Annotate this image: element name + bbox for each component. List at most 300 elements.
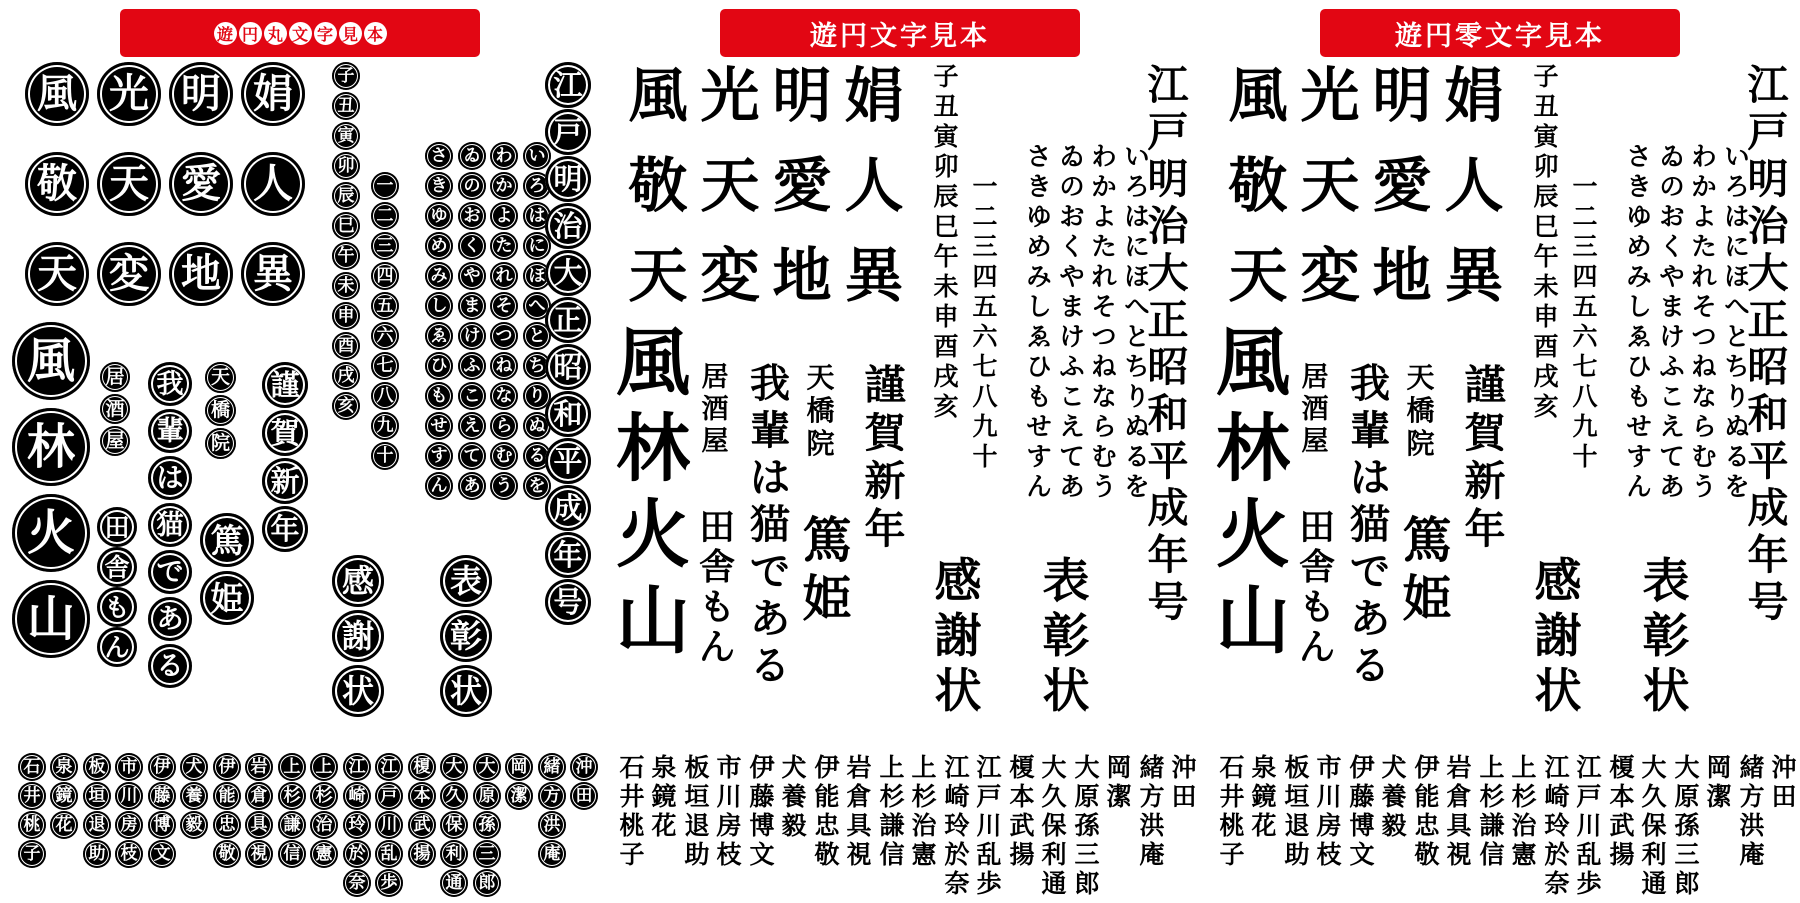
kansha-char: 状 xyxy=(332,665,384,717)
inaka-char: 舎 xyxy=(97,547,137,587)
era-char: 号 xyxy=(1747,577,1789,626)
kana-char: め xyxy=(425,232,453,260)
kana-char: こ xyxy=(1659,381,1685,411)
name-char: 忠 xyxy=(213,811,241,839)
kana-char: お xyxy=(1659,201,1685,231)
izakaya-char: 酒 xyxy=(701,393,729,425)
atsuhime-char: 篤 xyxy=(1402,510,1452,569)
kana-char: て xyxy=(1659,441,1685,471)
kana-char: あ xyxy=(458,472,486,500)
name-char: 歩 xyxy=(1576,868,1602,898)
big-grid-char: 天 xyxy=(700,150,760,220)
big-grid-char: 敬 xyxy=(628,150,688,220)
kana-char: か xyxy=(1691,171,1717,201)
name-char: 榎 xyxy=(408,753,436,781)
era-char: 成 xyxy=(1147,483,1189,532)
kana-char: へ xyxy=(1724,291,1750,321)
zodiac-char: 戌 xyxy=(1533,361,1559,391)
kana-char: い xyxy=(1724,141,1750,171)
zodiac-char: 戌 xyxy=(332,362,360,390)
era-char: 大 xyxy=(1747,248,1789,297)
name-char: 久 xyxy=(1041,781,1067,811)
name-char: 枝 xyxy=(115,840,143,868)
name-char: 毅 xyxy=(1381,810,1407,840)
name-char: 原 xyxy=(1674,781,1700,811)
tenmon-char: 天 xyxy=(205,362,236,393)
name-char: 崎 xyxy=(1544,781,1570,811)
kana-char: な xyxy=(1091,381,1117,411)
name-char: 通 xyxy=(1041,868,1067,898)
name-char: 憲 xyxy=(911,839,937,869)
name-char: 信 xyxy=(278,840,306,868)
era-char: 和 xyxy=(545,391,591,437)
kinga-char: 新 xyxy=(1464,456,1506,505)
name-char: 憲 xyxy=(1511,839,1537,869)
era-char: 正 xyxy=(1147,295,1189,344)
numeral-char: 六 xyxy=(972,321,998,351)
kana-char: す xyxy=(1626,441,1652,471)
wagahai-char: る xyxy=(1350,642,1390,689)
title-char: 文 xyxy=(289,22,312,45)
name-char: 三 xyxy=(473,840,501,868)
name-char: 乱 xyxy=(976,839,1002,869)
kana-char: え xyxy=(1059,411,1085,441)
zodiac-char: 卯 xyxy=(933,151,959,181)
kinga-char: 年 xyxy=(864,504,906,553)
kana-char: ひ xyxy=(425,352,453,380)
hyosho-char: 彰 xyxy=(1042,608,1090,664)
kana-char: は xyxy=(1724,201,1750,231)
name-char: 枝 xyxy=(1316,839,1342,869)
zodiac-char: 巳 xyxy=(332,212,360,240)
kana-char: も xyxy=(1626,381,1652,411)
numeral-char: 三 xyxy=(1572,231,1598,261)
name-char: 武 xyxy=(1009,810,1035,840)
kana-char: み xyxy=(1626,261,1652,291)
name-char: 原 xyxy=(1074,781,1100,811)
kana-char: ね xyxy=(1691,351,1717,381)
name-char: 大 xyxy=(473,753,501,781)
big-grid-char: 光 xyxy=(97,62,161,126)
kana-char: て xyxy=(1059,441,1085,471)
big-grid-char: 風 xyxy=(628,60,688,130)
atsuhime-char: 篤 xyxy=(200,513,254,567)
name-char: 洪 xyxy=(1739,810,1765,840)
kinga-char: 年 xyxy=(1464,504,1506,553)
numeral-char: 四 xyxy=(1572,261,1598,291)
name-char: 川 xyxy=(1316,781,1342,811)
era-char: 大 xyxy=(1147,248,1189,297)
name-char: 市 xyxy=(716,752,742,782)
numeral-char: 二 xyxy=(972,201,998,231)
kana-char: す xyxy=(1026,441,1052,471)
kana-char: ぬ xyxy=(1124,411,1150,441)
zodiac-char: 丑 xyxy=(933,91,959,121)
zodiac-char: 子 xyxy=(933,61,959,91)
name-char: 能 xyxy=(213,782,241,810)
kana-char: に xyxy=(523,232,551,260)
kana-char: ろ xyxy=(1124,171,1150,201)
furin-char: 林 xyxy=(616,406,690,492)
big-grid-char: 愛 xyxy=(1372,150,1432,220)
kana-char: ち xyxy=(1724,351,1750,381)
name-char: 倉 xyxy=(1446,781,1472,811)
name-char: 謙 xyxy=(278,811,306,839)
furin-char: 林 xyxy=(12,408,90,486)
name-char: 庵 xyxy=(538,840,566,868)
name-char: 田 xyxy=(570,782,598,810)
kana-char: ふ xyxy=(458,352,486,380)
kana-char: わ xyxy=(490,142,518,170)
big-grid-char: 愛 xyxy=(169,152,233,216)
zodiac-char: 酉 xyxy=(332,332,360,360)
tenmon-char: 天 xyxy=(806,360,835,394)
name-char: 江 xyxy=(1576,752,1602,782)
hyosho-char: 表 xyxy=(1042,553,1090,609)
inaka-char: ん xyxy=(97,627,137,667)
kana-char: み xyxy=(425,262,453,290)
big-grid-char: 光 xyxy=(700,60,760,130)
name-char: 玲 xyxy=(944,810,970,840)
kana-char: へ xyxy=(1124,291,1150,321)
name-char: 大 xyxy=(440,753,468,781)
name-char: 三 xyxy=(1074,839,1100,869)
name-char: 保 xyxy=(1641,810,1667,840)
era-char: 号 xyxy=(1147,577,1189,626)
kinga-char: 賀 xyxy=(864,408,906,457)
inaka-char: 田 xyxy=(698,506,735,548)
numeral-char: 二 xyxy=(1572,201,1598,231)
name-char: 利 xyxy=(1641,839,1667,869)
kana-char: そ xyxy=(1091,291,1117,321)
name-char: 杉 xyxy=(1479,781,1505,811)
name-char: 井 xyxy=(18,782,46,810)
kana-char: な xyxy=(1691,381,1717,411)
kana-char: せ xyxy=(425,412,453,440)
name-char: 伊 xyxy=(1414,752,1440,782)
kana-char: え xyxy=(458,412,486,440)
era-char: 昭 xyxy=(1747,342,1789,391)
name-char: 文 xyxy=(1349,839,1375,869)
name-char: 玲 xyxy=(1544,810,1570,840)
name-char: 榎 xyxy=(1009,752,1035,782)
kana-char: や xyxy=(1059,261,1085,291)
kana-char: け xyxy=(1659,321,1685,351)
era-char: 和 xyxy=(1747,389,1789,438)
name-char: 子 xyxy=(1219,839,1245,869)
zodiac-char: 丑 xyxy=(332,92,360,120)
kana-char: つ xyxy=(1091,321,1117,351)
kinga-char: 年 xyxy=(262,506,308,552)
tenmon-char: 院 xyxy=(1406,426,1435,460)
name-char: 桃 xyxy=(18,811,46,839)
name-char: 沖 xyxy=(570,753,598,781)
kana-char: た xyxy=(1091,231,1117,261)
furin-char: 風 xyxy=(616,320,690,406)
kansha-char: 状 xyxy=(1534,663,1582,719)
kana-char: る xyxy=(1724,441,1750,471)
kana-char: と xyxy=(1724,321,1750,351)
name-char: 信 xyxy=(879,839,905,869)
kinga-char: 新 xyxy=(262,458,308,504)
kansha-char: 状 xyxy=(934,663,982,719)
name-char: 石 xyxy=(619,752,645,782)
name-char: 方 xyxy=(1739,781,1765,811)
big-grid-char: 変 xyxy=(97,242,161,306)
kana-char: ん xyxy=(1026,471,1052,501)
name-char: 三 xyxy=(1674,839,1700,869)
kana-char: つ xyxy=(490,322,518,350)
zodiac-char: 酉 xyxy=(933,331,959,361)
kana-char: れ xyxy=(1091,261,1117,291)
big-grid-char: 地 xyxy=(772,240,832,310)
kana-char: い xyxy=(523,142,551,170)
zodiac-char: 寅 xyxy=(933,121,959,151)
kana-char: し xyxy=(1026,291,1052,321)
furin-char: 火 xyxy=(616,492,690,578)
furin-char: 風 xyxy=(12,322,90,400)
era-char: 治 xyxy=(1147,201,1189,250)
numeral-char: 五 xyxy=(371,292,399,320)
numeral-char: 九 xyxy=(972,411,998,441)
kana-char: ほ xyxy=(1124,261,1150,291)
kana-char: う xyxy=(1091,471,1117,501)
numeral-char: 二 xyxy=(371,202,399,230)
zodiac-char: 辰 xyxy=(1533,181,1559,211)
furin-char: 山 xyxy=(616,578,690,664)
name-char: 揚 xyxy=(1009,839,1035,869)
wagahai-char: 我 xyxy=(750,360,790,407)
kana-char: う xyxy=(490,472,518,500)
wagahai-char: 我 xyxy=(1350,360,1390,407)
hyosho-char: 彰 xyxy=(440,610,492,662)
name-char: 江 xyxy=(343,753,371,781)
name-char: 於 xyxy=(343,840,371,868)
name-char: 信 xyxy=(1479,839,1505,869)
numeral-char: 五 xyxy=(1572,291,1598,321)
era-char: 戸 xyxy=(1747,107,1789,156)
kana-char: あ xyxy=(1659,471,1685,501)
kana-char: ら xyxy=(1691,411,1717,441)
zodiac-char: 戌 xyxy=(933,361,959,391)
kansha-char: 感 xyxy=(1534,553,1582,609)
kana-char: ふ xyxy=(1059,351,1085,381)
name-char: 川 xyxy=(375,811,403,839)
era-char: 年 xyxy=(545,532,591,578)
zodiac-char: 未 xyxy=(933,271,959,301)
furin-char: 林 xyxy=(1216,406,1290,492)
name-char: 江 xyxy=(1544,752,1570,782)
kana-char: た xyxy=(490,232,518,260)
name-char: 花 xyxy=(50,811,78,839)
title-char: 見 xyxy=(339,22,362,45)
name-char: 杉 xyxy=(310,782,338,810)
name-char: 洪 xyxy=(1139,810,1165,840)
kana-char: ひ xyxy=(1026,351,1052,381)
kana-char: ね xyxy=(490,352,518,380)
kana-char: む xyxy=(1691,441,1717,471)
name-char: 久 xyxy=(1641,781,1667,811)
name-char: 戸 xyxy=(375,782,403,810)
kana-char: ゑ xyxy=(425,322,453,350)
panel-round-circle xyxy=(0,0,600,903)
kana-char: け xyxy=(1059,321,1085,351)
inaka-char: も xyxy=(1298,586,1335,628)
name-char: 桃 xyxy=(1219,810,1245,840)
name-char: 犬 xyxy=(180,753,208,781)
kana-char: を xyxy=(1124,471,1150,501)
name-char: 文 xyxy=(749,839,775,869)
hyosho-char: 表 xyxy=(440,555,492,607)
kana-char: ぬ xyxy=(1724,411,1750,441)
name-char: 泉 xyxy=(651,752,677,782)
kana-char: ま xyxy=(1059,291,1085,321)
name-char: 通 xyxy=(1641,868,1667,898)
kana-char: そ xyxy=(490,292,518,320)
kansha-char: 謝 xyxy=(332,610,384,662)
kana-char: は xyxy=(1124,201,1150,231)
kana-char: に xyxy=(1724,231,1750,261)
kana-char: こ xyxy=(458,382,486,410)
name-char: 上 xyxy=(278,753,306,781)
kana-char: ゐ xyxy=(458,142,486,170)
name-char: 房 xyxy=(1316,810,1342,840)
zodiac-char: 子 xyxy=(1533,61,1559,91)
big-grid-char: 変 xyxy=(1300,240,1360,310)
zodiac-char: 子 xyxy=(332,62,360,90)
era-char: 年 xyxy=(1147,530,1189,579)
numeral-char: 六 xyxy=(1572,321,1598,351)
numeral-char: 五 xyxy=(972,291,998,321)
kana-char: を xyxy=(1724,471,1750,501)
name-char: 具 xyxy=(245,811,273,839)
era-char: 和 xyxy=(1147,389,1189,438)
tenmon-char: 橋 xyxy=(806,393,835,427)
title-char: 丸 xyxy=(264,22,287,45)
big-grid-char: 愛 xyxy=(772,150,832,220)
kana-char: な xyxy=(490,382,518,410)
kinga-char: 謹 xyxy=(262,362,308,408)
era-char: 治 xyxy=(1747,201,1789,250)
big-grid-char: 風 xyxy=(1228,60,1288,130)
name-char: 博 xyxy=(749,810,775,840)
name-char: 杉 xyxy=(911,781,937,811)
name-char: 大 xyxy=(1074,752,1100,782)
kana-char: ゐ xyxy=(1059,141,1085,171)
izakaya-char: 居 xyxy=(701,361,729,393)
zodiac-char: 午 xyxy=(332,242,360,270)
zodiac-char: 巳 xyxy=(1533,211,1559,241)
name-char: 房 xyxy=(115,811,143,839)
name-char: 通 xyxy=(440,869,468,897)
big-grid-char: 人 xyxy=(241,152,305,216)
wagahai-char: 猫 xyxy=(148,503,192,547)
big-grid-char: 天 xyxy=(628,240,688,310)
kana-char: け xyxy=(458,322,486,350)
era-char: 治 xyxy=(545,203,591,249)
name-char: 視 xyxy=(1446,839,1472,869)
name-char: 川 xyxy=(716,781,742,811)
name-char: 庵 xyxy=(1139,839,1165,869)
kana-char: ら xyxy=(490,412,518,440)
name-char: 謙 xyxy=(1479,810,1505,840)
era-char: 成 xyxy=(1747,483,1789,532)
name-char: 伊 xyxy=(148,753,176,781)
title-banner-round-circle xyxy=(120,9,480,57)
era-char: 戸 xyxy=(1147,107,1189,156)
name-char: 大 xyxy=(1674,752,1700,782)
numeral-char: 十 xyxy=(1572,441,1598,471)
panel-round-zero xyxy=(1200,0,1800,903)
name-char: 忠 xyxy=(1414,810,1440,840)
era-char: 号 xyxy=(545,579,591,625)
name-char: 杉 xyxy=(1511,781,1537,811)
era-char: 江 xyxy=(1747,60,1789,109)
zodiac-char: 午 xyxy=(933,241,959,271)
name-char: 板 xyxy=(83,753,111,781)
kana-char: し xyxy=(425,292,453,320)
name-char: 毅 xyxy=(180,811,208,839)
kana-char: せ xyxy=(1626,411,1652,441)
numeral-char: 七 xyxy=(371,352,399,380)
name-char: 具 xyxy=(846,810,872,840)
name-char: 治 xyxy=(1511,810,1537,840)
name-char: 久 xyxy=(440,782,468,810)
numeral-char: 九 xyxy=(371,412,399,440)
name-char: 大 xyxy=(1041,752,1067,782)
inaka-char: 舎 xyxy=(1298,546,1335,588)
kana-char: て xyxy=(458,442,486,470)
name-char: 博 xyxy=(148,811,176,839)
name-char: 鏡 xyxy=(651,781,677,811)
name-char: 枝 xyxy=(716,839,742,869)
kana-char: ほ xyxy=(1724,261,1750,291)
name-char: 謙 xyxy=(879,810,905,840)
kana-char: き xyxy=(425,172,453,200)
numeral-char: 八 xyxy=(1572,381,1598,411)
kana-char: へ xyxy=(523,292,551,320)
name-char: 上 xyxy=(911,752,937,782)
name-char: 助 xyxy=(684,839,710,869)
era-char: 成 xyxy=(545,485,591,531)
name-char: 揚 xyxy=(408,840,436,868)
zodiac-char: 寅 xyxy=(332,122,360,150)
era-char: 平 xyxy=(1747,436,1789,485)
atsuhime-char: 姫 xyxy=(200,571,254,625)
wagahai-char: あ xyxy=(750,595,790,642)
inaka-char: 田 xyxy=(97,507,137,547)
kana-char: れ xyxy=(1691,261,1717,291)
kana-char: と xyxy=(523,322,551,350)
name-char: 原 xyxy=(473,782,501,810)
name-char: 泉 xyxy=(1251,752,1277,782)
name-char: 揚 xyxy=(1609,839,1635,869)
numeral-char: 七 xyxy=(1572,351,1598,381)
name-char: 孫 xyxy=(473,811,501,839)
name-char: 治 xyxy=(911,810,937,840)
name-char: 緒 xyxy=(1739,752,1765,782)
era-char: 明 xyxy=(1747,154,1789,203)
name-char: 博 xyxy=(1349,810,1375,840)
kana-char: ね xyxy=(1091,351,1117,381)
numeral-char: 三 xyxy=(371,232,399,260)
name-char: 能 xyxy=(814,781,840,811)
name-char: 杉 xyxy=(278,782,306,810)
big-grid-char: 地 xyxy=(1372,240,1432,310)
name-char: 子 xyxy=(619,839,645,869)
big-grid-char: 明 xyxy=(772,60,832,130)
kana-char: の xyxy=(1059,171,1085,201)
